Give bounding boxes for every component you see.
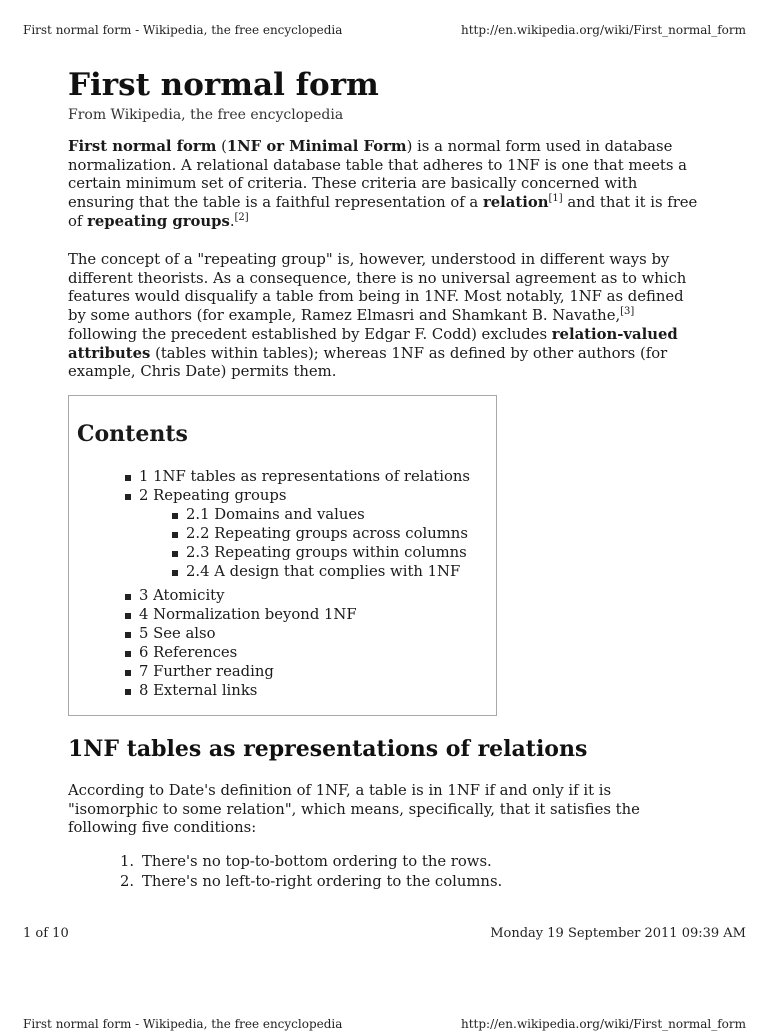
list-item-number: 2. (120, 872, 135, 890)
table-of-contents (68, 395, 497, 716)
toc-item[interactable] (124, 663, 470, 682)
print-header-title: First normal form - Wikipedia, the free encyclopedia (23, 23, 343, 37)
term-relation-valued-attributes: relation-valued attributes (68, 325, 678, 362)
print-footer (23, 926, 746, 942)
page-counter: 1 of 10 (23, 926, 69, 941)
concept-text-2: following the precedent established by Edgar F. Codd) excludes (68, 325, 552, 343)
toc-item[interactable] (124, 487, 470, 506)
page-title: First normal form (68, 67, 379, 103)
bullet-icon (172, 570, 178, 576)
toc-item[interactable] (124, 606, 470, 625)
toc-item-label: 6 References (139, 644, 238, 662)
toc-subitem[interactable] (171, 563, 470, 582)
print-header-url[interactable]: http://en.wikipedia.org/wiki/First_normal_form (461, 1017, 746, 1031)
toc-item-label: 5 See also (139, 625, 216, 643)
toc-list (124, 468, 470, 701)
link-repeating-groups[interactable] (87, 213, 230, 230)
toc-subitem-label: 2.2 Repeating groups across columns (186, 524, 468, 542)
list-item-text: There's no left-to-right ordering to the columns. (142, 872, 503, 890)
toc-subitem-label: 2.1 Domains and values (186, 505, 365, 523)
article (68, 66, 700, 890)
toc-item-label: 8 External links (139, 681, 258, 699)
toc-item[interactable] (124, 682, 470, 701)
ref-link-3[interactable]: [3] (620, 306, 635, 318)
toc-sublist (171, 506, 470, 582)
print-header (23, 22, 746, 38)
bullet-icon (125, 670, 131, 676)
link-relation-label: relation (482, 194, 549, 212)
intro-text-4: . (229, 212, 235, 230)
list-item-text: There's no top-to-bottom ordering to the rows. (142, 853, 492, 870)
list-item-number: 1. (120, 853, 135, 870)
toc-item[interactable] (124, 587, 470, 606)
concept-text-3: (tables within tables); whereas 1NF as defined by other authors (for example, Chris Date) permits them. (68, 344, 668, 381)
section-heading: 1NF tables as representations of relations (68, 736, 588, 762)
bullet-icon (172, 532, 178, 538)
intro-text-1: ( (216, 138, 227, 155)
concept-paragraph (68, 251, 700, 382)
toc-sublist-container (124, 506, 470, 582)
toc-item-label: 3 Atomicity (139, 587, 225, 605)
ref-link-1[interactable]: [1] (548, 193, 563, 205)
toc-item-label: 1 1NF tables as representations of relations (139, 468, 470, 485)
link-relation[interactable] (483, 194, 549, 211)
toc-subitem-label: 2.3 Repeating groups within columns (186, 543, 467, 561)
toc-item[interactable] (124, 644, 470, 663)
page-subtitle: From Wikipedia, the free encyclopedia (68, 107, 344, 123)
bullet-icon (125, 613, 131, 619)
toc-title: Contents (77, 421, 188, 447)
bullet-icon (125, 594, 131, 600)
toc-subitem[interactable] (171, 506, 470, 525)
print-header-title: First normal form - Wikipedia, the free encyclopedia (23, 1017, 343, 1031)
toc-subitem-label: 2.4 A design that complies with 1NF (186, 562, 461, 580)
term-1nf-minimal-form: 1NF or Minimal Form (226, 138, 407, 155)
next-page-header (23, 1016, 746, 1032)
concept-text-1: The concept of a "repeating group" is, however, understood in different ways by different theorists. As a consequence, there is no universal agreement as to which features would disqualify a table from being in 1NF. Most notably, 1NF as defined by some authors (for example, Ramez Elmasri and Shamkant B. Navathe, (68, 251, 687, 325)
toc-item-label: 2 Repeating groups (139, 486, 287, 504)
list-item (120, 852, 502, 872)
toc-item[interactable] (124, 625, 470, 644)
conditions-list (120, 852, 502, 891)
toc-item-label: 7 Further reading (139, 663, 274, 681)
link-repeating-groups-label: repeating groups (87, 212, 230, 230)
ref-link-2[interactable]: [2] (234, 211, 249, 223)
bullet-icon (172, 551, 178, 557)
bullet-icon (172, 513, 178, 519)
section-paragraph: According to Date's definition of 1NF, a table is in 1NF if and only if it is "isomorphic to some relation", which means, specifically, that it satisfies the following five conditions: (68, 782, 640, 837)
bullet-icon (125, 475, 131, 481)
bullet-icon (125, 689, 131, 695)
toc-subitem[interactable] (171, 544, 470, 563)
print-datetime: Monday 19 September 2011 09:39 AM (490, 926, 746, 941)
print-header-url[interactable]: http://en.wikipedia.org/wiki/First_normal_form (461, 23, 746, 37)
toc-item-label: 4 Normalization beyond 1NF (139, 606, 357, 624)
term-first-normal-form: First normal form (68, 138, 217, 155)
bullet-icon (125, 494, 131, 500)
toc-subitem[interactable] (171, 525, 470, 544)
toc-item[interactable] (124, 468, 470, 487)
bullet-icon (125, 651, 131, 657)
bullet-icon (125, 632, 131, 638)
intro-text-2: ) is a normal form used in database normalization. A relational database table that adheres to 1NF is one that meets a certain minimum set of criteria. These criteria are basically concerned with ensuring that the table is a faithful representation of a (68, 138, 687, 212)
intro-paragraph (68, 138, 700, 232)
list-item (120, 872, 502, 892)
intro-text-3: and that it is free of (68, 194, 698, 230)
